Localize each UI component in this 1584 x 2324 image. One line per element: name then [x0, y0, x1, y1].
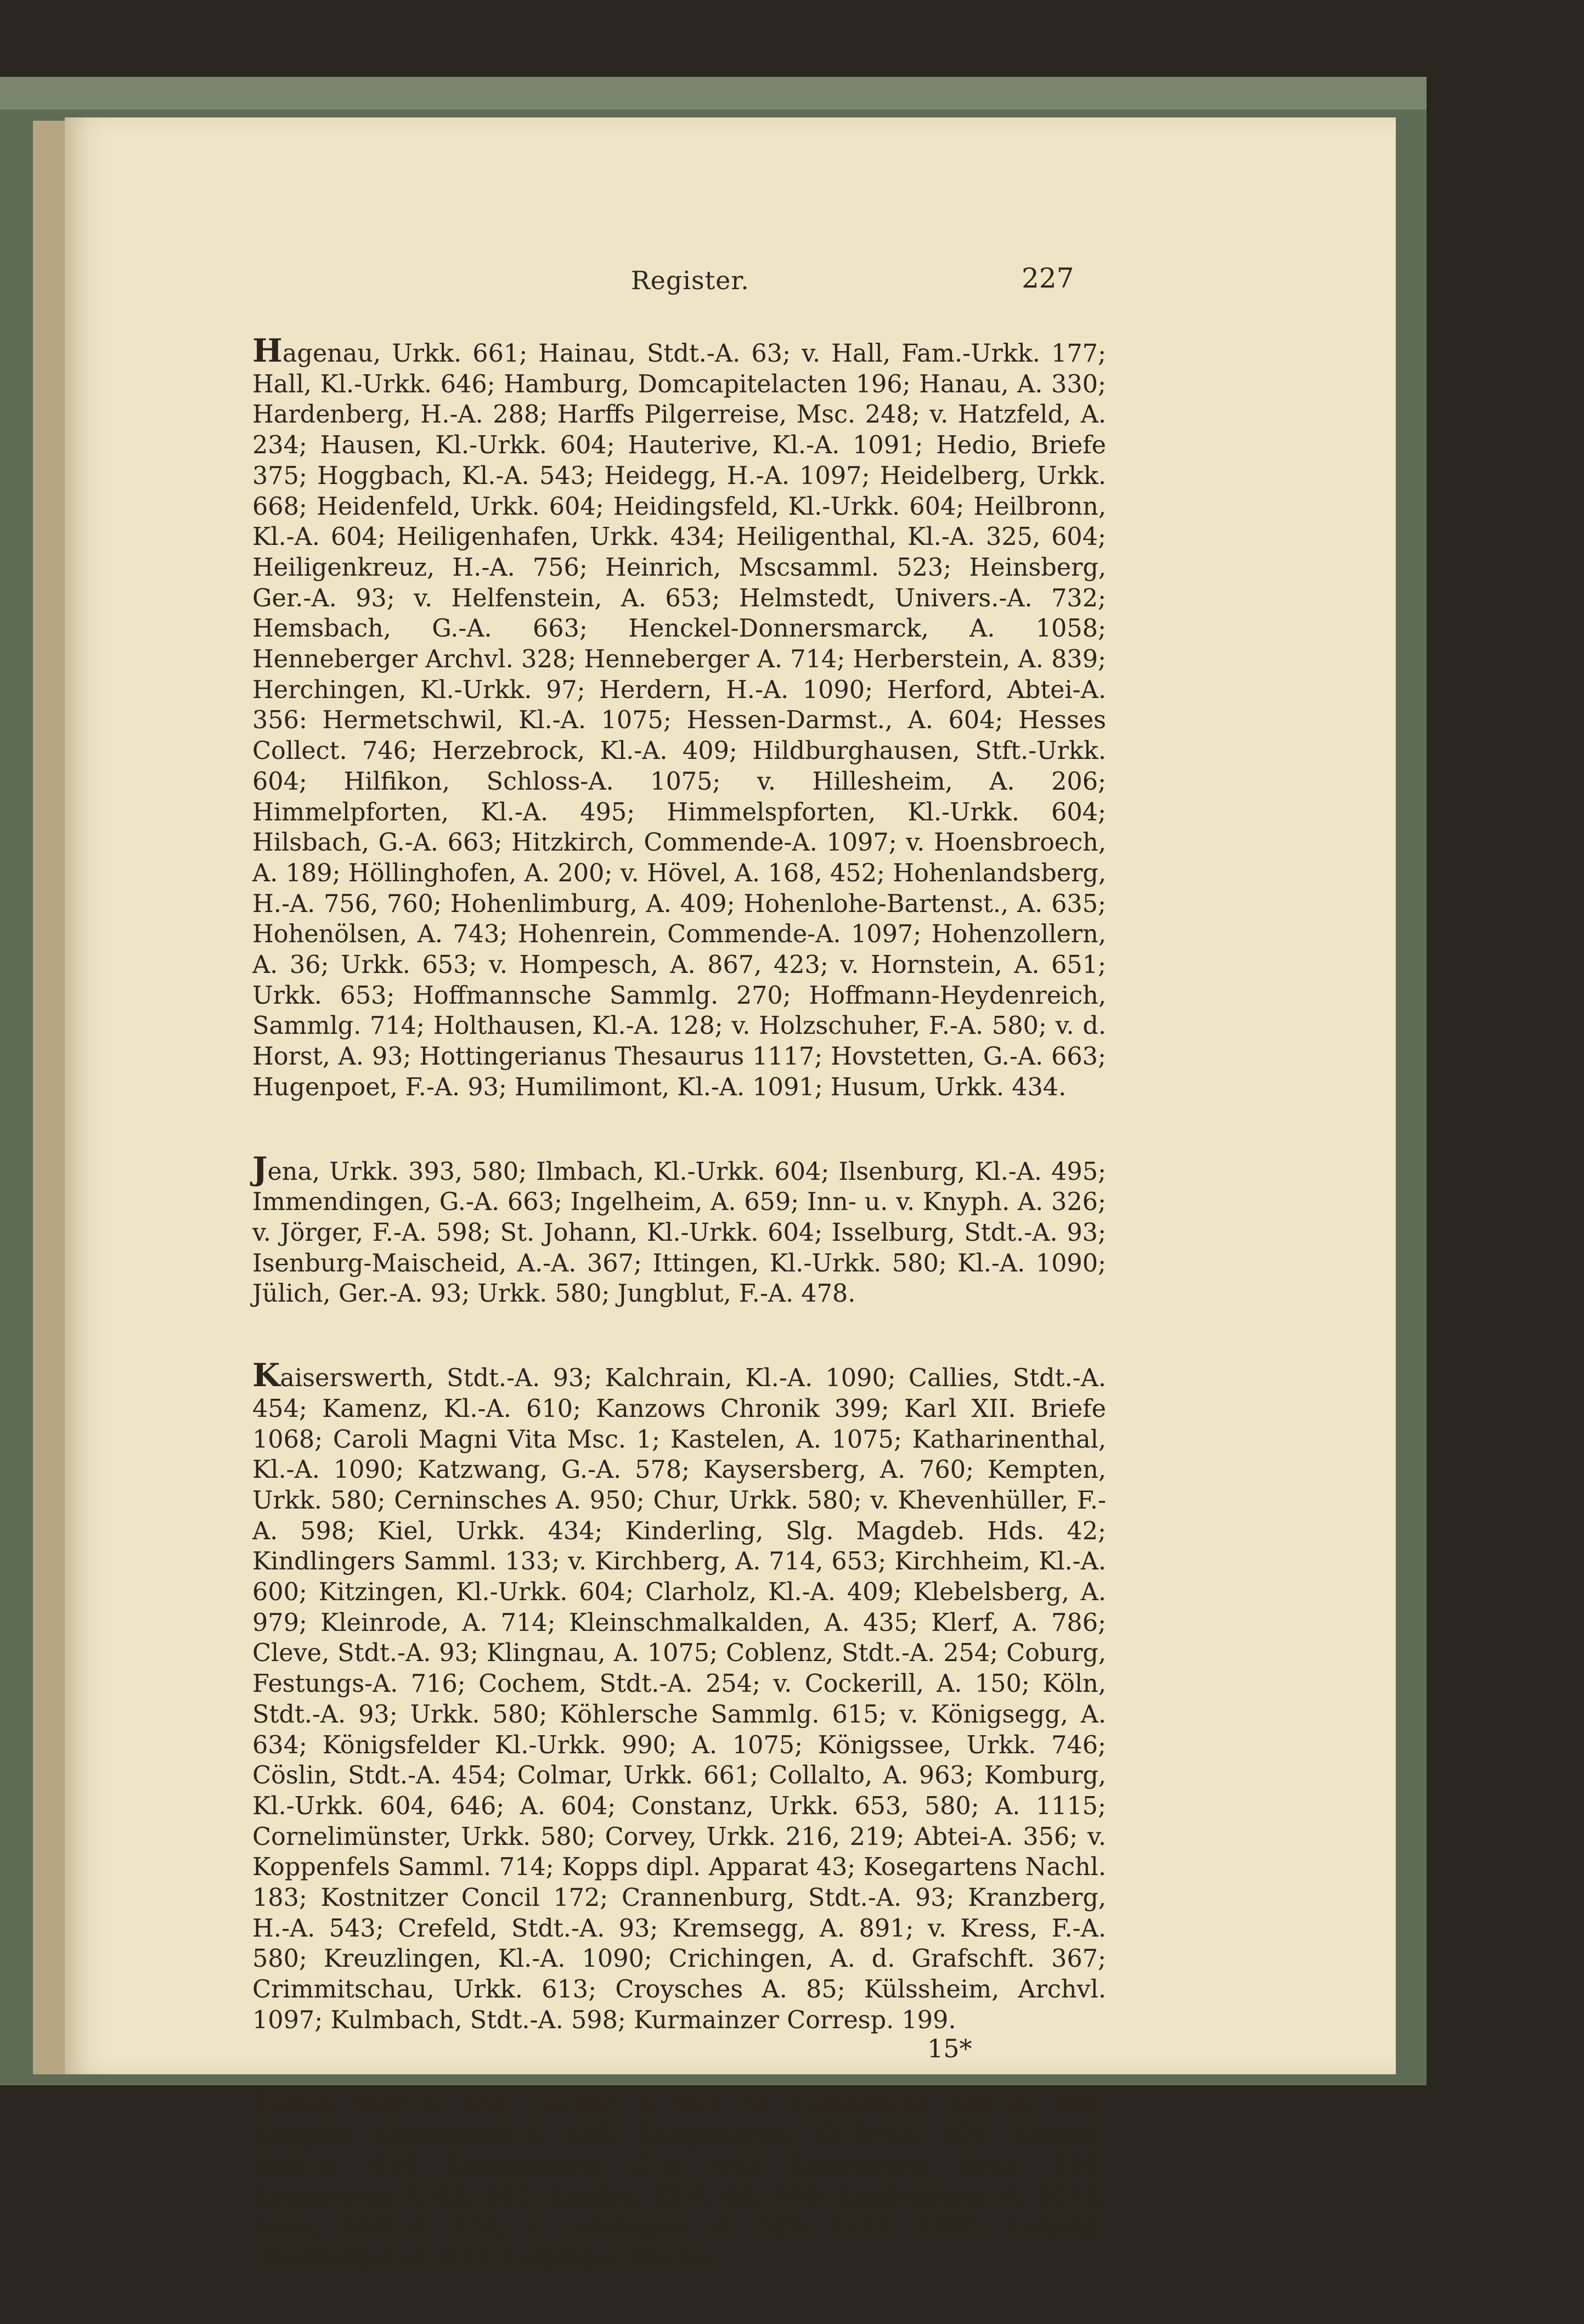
index-entry-k	[252, 1357, 1106, 2035]
entry-initial: J	[252, 1150, 268, 1188]
running-header: Register.	[631, 266, 749, 295]
entry-text: abes, Stdt.-A. 454; Lacker, A. 904; St. Lambrecht, Stft.-A. 580; Langeln, Commende-A. 495; Langenzenn, Kl.-Urkk. 604; Lassan, Stdt.-A. 454; Laudenberg, G.-A. 663; Lauenburg, Urkk. 434; Lauenstein, Urkk. 613; Laufen, Kl.-Urkk. 646; Laufenburg, A. 1075; Leba, Stdt.-A. 454; v. Leiningen, A. 529; Urkk. 1097; Leipzig, Oberhofger.-A. 613; Leipziger Wachs-	[252, 2090, 1106, 2272]
page-number: 227	[1022, 262, 1074, 294]
entry-initial: L	[252, 2083, 275, 2120]
index-entry-h	[252, 332, 1106, 1103]
register-index-text	[252, 332, 1106, 2324]
entry-initial: H	[252, 332, 283, 369]
index-entry-j	[252, 1150, 1106, 1310]
entry-text: ena, Urkk. 393, 580; Ilmbach, Kl.-Urkk. 604; Ilsenburg, Kl.-A. 495; Immendingen, G.-A. 663; Ingelheim, A. 659; Inn- u. v. Knyph. A. 326; v. Jörger, F.-A. 598; St. Johann, Kl.-Urkk. 604; Isselburg, Stdt.-A. 93; Isenburg-Maischeid, A.-A. 367; Ittingen, Kl.-Urkk. 580; Kl.-A. 1090; Jülich, Ger.-A. 93; Urkk. 580; Jungblut, F.-A. 478.	[252, 1157, 1106, 1308]
index-entry-l	[252, 2083, 1106, 2273]
printer-signature-mark: 15*	[927, 2034, 972, 2063]
entry-initial: K	[252, 1357, 280, 1394]
entry-text: agenau, Urkk. 661; Hainau, Stdt.-A. 63; v. Hall, Fam.-Urkk. 177; Hall, Kl.-Urkk. 646; Hamburg, Domcapitelacten 196; Hanau, A. 330; Hardenberg, H.-A. 288; Harffs Pilgerreise, Msc. 248; v. Hatzfeld, A. 234; Hausen, Kl.-Urkk. 604; Hauterive, Kl.-A. 1091; Hedio, Briefe 375; Hoggbach, Kl.-A. 543; Heidegg, H.-A. 1097; Heidelberg, Urkk. 668; Heidenfeld, Urkk. 604; Heidingsfeld, Kl.-Urkk. 604; Heilbronn, Kl.-A. 604; Heiligenhafen, Urkk. 434; Heiligenthal, Kl.-A. 325, 604; Heiligenkreuz, H.-A. 756; Heinrich, Mscsamml. 523; Heinsberg, Ger.-A. 93; v. Helfenstein, A. 653; Helmstedt, Univers.-A. 732; Hemsbach, G.-A. 663; Henckel-Donnersmarck, A. 1058; Henneberger Archvl. 328; Henneberger A. 714; Herberstein, A. 839; Herchingen, Kl.-Urkk. 97; Herdern, H.-A. 1090; Herford, Abtei-A. 356: Hermetschwil, Kl.-A. 1075; Hessen-Darmst., A. 604; Hesses Collect. 746; Herzebrock, Kl.-A. 409; Hildburghausen, Stft.-Urkk. 604; Hilfikon, Schloss-A. 1075; v. Hillesheim, A. 206; Himmelpforten, Kl.-A. 495; Himmelspforten, Kl.-Urkk. 604; Hilsbach, G.-A. 663; Hitzkirch, Commende-A. 1097; v. Hoensbroech, A. 189; Höllinghofen, A. 200; v. Hövel, A. 168, 452; Hohenlandsberg, H.-A. 756, 760; Hohenlimburg, A. 409; Hohenlohe-Bartenst., A. 635; Hohenölsen, A. 743; Hohenrein, Commende-A. 1097; Hohenzollern, A. 36; Urkk. 653; v. Hompesch, A. 867, 423; v. Hornstein, A. 651; Urkk. 653; Hoffmannsche Sammlg. 270; Hoffmann-Heydenreich, Sammlg. 714; Holthausen, Kl.-A. 128; v. Holzschuher, F.-A. 580; v. d. Horst, A. 93; Hottingerianus Thesaurus 1117; Hovstetten, G.-A. 663; Hugenpoet, F.-A. 93; Humilimont, Kl.-A. 1091; Husum, Urkk. 434.	[252, 340, 1106, 1101]
entry-text: aiserswerth, Stdt.-A. 93; Kalchrain, Kl.-A. 1090; Callies, Stdt.-A. 454; Kamenz, Kl.-A. 610; Kanzows Chronik 399; Karl XII. Briefe 1068; Caroli Magni Vita Msc. 1; Kastelen, A. 1075; Katharinenthal, Kl.-A. 1090; Katzwang, G.-A. 578; Kaysersberg, A. 760; Kempten, Urkk. 580; Cerninsches A. 950; Chur, Urkk. 580; v. Khevenhüller, F.-A. 598; Kiel, Urkk. 434; Kinderling, Slg. Magdeb. Hds. 42; Kindlingers Samml. 133; v. Kirchberg, A. 714, 653; Kirchheim, Kl.-A. 600; Kitzingen, Kl.-Urkk. 604; Clarholz, Kl.-A. 409; Klebelsberg, A. 979; Kleinrode, A. 714; Kleinschmalkalden, A. 435; Klerf, A. 786; Cleve, Stdt.-A. 93; Klingnau, A. 1075; Coblenz, Stdt.-A. 254; Coburg, Festungs-A. 716; Cochem, Stdt.-A. 254; v. Cockerill, A. 150; Köln, Stdt.-A. 93; Urkk. 580; Köhlersche Sammlg. 615; v. Königsegg, A. 634; Königsfelder Kl.-Urkk. 990; A. 1075; Königssee, Urkk. 746; Cöslin, Stdt.-A. 454; Colmar, Urkk. 661; Collalto, A. 963; Komburg, Kl.-Urkk. 604, 646; A. 604; Constanz, Urkk. 653, 580; A. 1115; Cornelimünster, Urkk. 580; Corvey, Urkk. 216, 219; Abtei-A. 356; v. Koppenfels Samml. 714; Kopps dipl. Apparat 43; Kosegartens Nachl. 183; Kostnitzer Concil 172; Crannenburg, Stdt.-A. 93; Kranzberg, H.-A. 543; Crefeld, Stdt.-A. 93; Kremsegg, A. 891; v. Kress, F.-A. 580; Kreuzlingen, Kl.-A. 1090; Crichingen, A. d. Grafschft. 367; Crimmitschau, Urkk. 613; Croysches A. 85; Külssheim, Archvl. 1097; Kulmbach, Stdt.-A. 598; Kurmainzer Corresp. 199.	[252, 1364, 1106, 2034]
book-cover-edge	[0, 77, 1427, 110]
book-spine	[33, 121, 66, 2074]
